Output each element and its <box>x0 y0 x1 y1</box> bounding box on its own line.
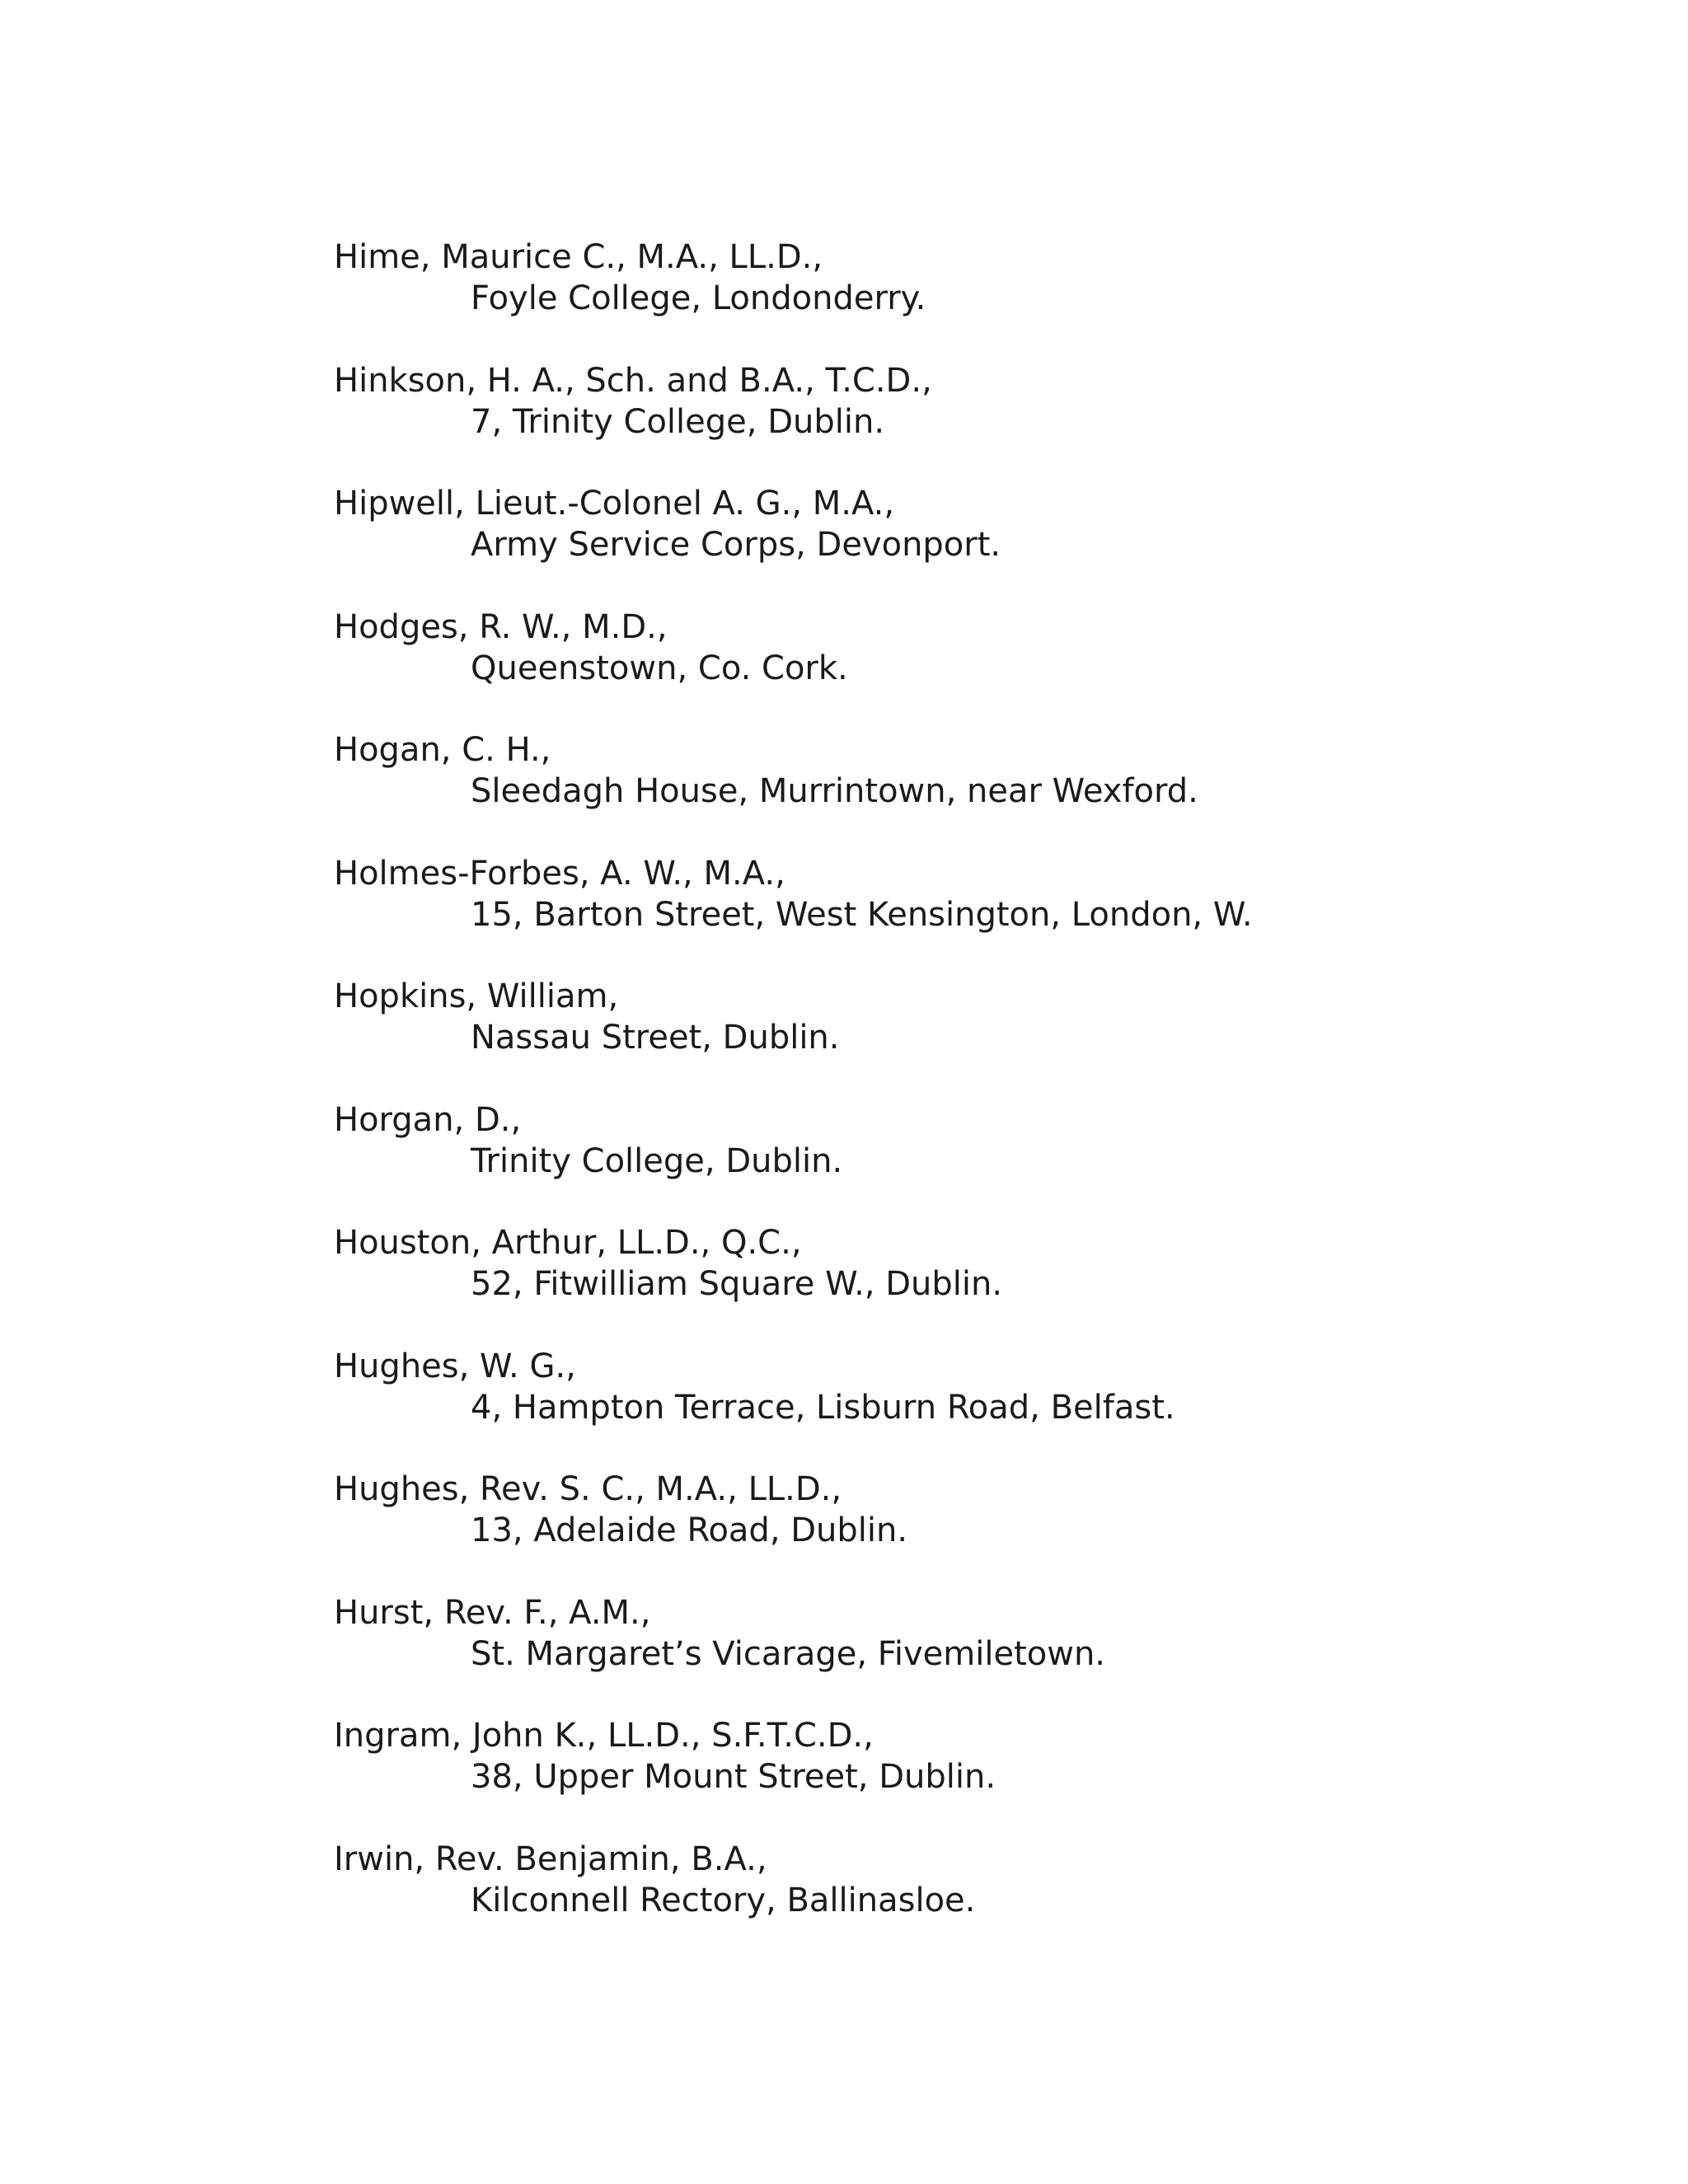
list-item <box>334 729 1570 853</box>
member-name: Hinkson, H. A., Sch. and B.A., T.C.D., <box>334 361 932 400</box>
member-name: Houston, Arthur, LL.D., Q.C., <box>334 1224 802 1262</box>
member-address: 13, Adelaide Road, Dublin. <box>471 1511 908 1549</box>
member-address: St. Margaret’s Vicarage, Fivemiletown. <box>471 1634 1106 1673</box>
member-name: Hipwell, Lieut.-Colonel A. G., M.A., <box>334 485 895 523</box>
member-address: 15, Barton Street, West Kensington, London, W. <box>471 895 1253 934</box>
member-address: Nassau Street, Dublin. <box>471 1019 840 1057</box>
member-name: Ingram, John K., LL.D., S.F.T.C.D., <box>334 1717 874 1755</box>
list-item <box>334 1592 1570 1716</box>
member-address: 4, Hampton Terrace, Lisburn Road, Belfast. <box>471 1388 1175 1427</box>
list-item <box>334 1469 1570 1592</box>
member-name: Hughes, Rev. S. C., M.A., LL.D., <box>334 1470 842 1508</box>
list-item <box>334 1222 1570 1346</box>
member-name: Hughes, W. G., <box>334 1347 576 1385</box>
member-name: Hodges, R. W., M.D., <box>334 607 668 646</box>
list-item <box>334 1839 1570 1962</box>
member-name: Irwin, Rev. Benjamin, B.A., <box>334 1840 767 1878</box>
list-item <box>334 483 1570 607</box>
member-name: Holmes-Forbes, A. W., M.A., <box>334 854 785 893</box>
list-item <box>334 1715 1570 1839</box>
list-item <box>334 1346 1570 1469</box>
member-name: Horgan, D., <box>334 1100 522 1139</box>
list-item <box>334 853 1570 977</box>
member-name: Hopkins, William, <box>334 977 619 1015</box>
member-address: Sleedagh House, Murrintown, near Wexford. <box>471 772 1198 810</box>
list-item <box>334 976 1570 1099</box>
member-address: 7, Trinity College, Dublin. <box>471 402 885 441</box>
member-address: 52, Fitwilliam Square W., Dublin. <box>471 1265 1003 1303</box>
member-name: Hime, Maurice C., M.A., LL.D., <box>334 238 823 276</box>
member-address: Foyle College, Londonderry. <box>471 279 926 317</box>
list-item <box>334 237 1570 360</box>
member-address: Kilconnell Rectory, Ballinasloe. <box>471 1881 976 1919</box>
member-address: Trinity College, Dublin. <box>471 1141 843 1180</box>
list-item <box>334 360 1570 484</box>
member-name: Hogan, C. H., <box>334 731 551 769</box>
member-address: Queenstown, Co. Cork. <box>471 649 848 687</box>
member-name: Hurst, Rev. F., A.M., <box>334 1593 651 1632</box>
list-item <box>334 1099 1570 1223</box>
member-address: Army Service Corps, Devonport. <box>471 526 1001 564</box>
member-list <box>334 237 1570 1961</box>
member-address: 38, Upper Mount Street, Dublin. <box>471 1758 996 1796</box>
list-item <box>334 607 1570 730</box>
